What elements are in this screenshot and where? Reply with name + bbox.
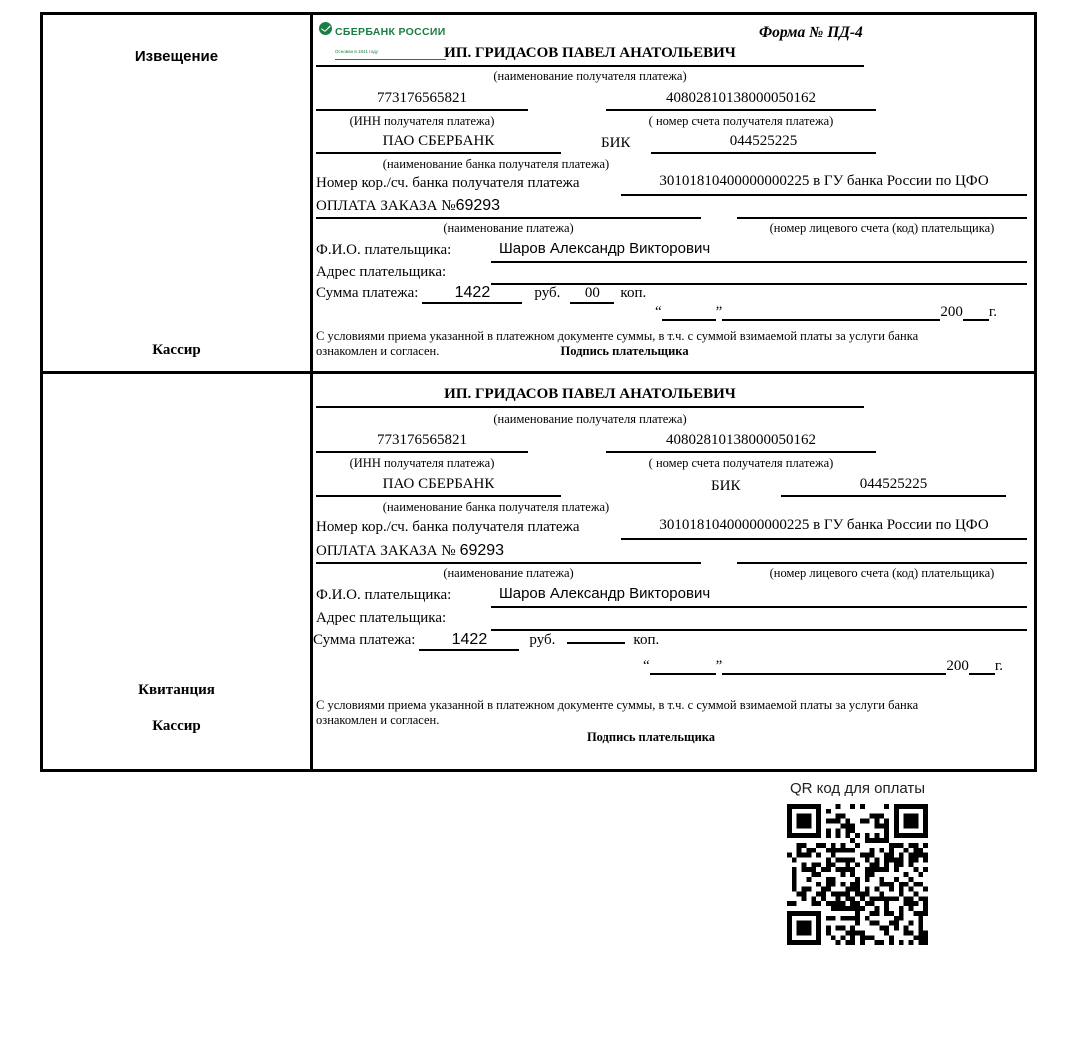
payment-name-field [316,542,701,564]
sum-row [313,631,659,653]
agreement-line2: ознакомлен и согласен. [316,713,440,727]
date-month-blank [722,305,940,321]
caption-recipient: (наименование получателя платежа) [493,412,687,426]
agreement-text [316,329,968,359]
agreement-line1: С условиями приема указанной в платежном документе суммы, в т.ч. с суммой взимаемой платы за услуги банка [316,698,919,712]
sberbank-tagline: Основан в 1841 году [335,49,379,54]
sberbank-brand: СБЕРБАНК РОССИИ [335,26,446,38]
caption-personal-account: (номер лицевого счета (код) плательщика) [769,221,995,235]
caption-inn: (ИНН получателя платежа) [349,456,495,470]
payee-name: ИП. ГРИДАСОВ ПАВЕЛ АНАТОЛЬЕВИЧ [316,386,864,408]
form-number-label: Форма № ПД-4 [759,24,863,41]
date-day-blank [650,659,716,675]
caption-payment: (наименование платежа) [443,221,574,235]
account-value: 40802810138000050162 [606,432,876,453]
kop-label: коп. [633,632,660,648]
caption-bank: (наименование банка получателя платежа) [382,157,610,171]
date-day-blank [662,305,716,321]
bik-label: БИК [711,478,741,494]
year-suffix: г. [994,658,1004,674]
cashier-label: Кассир [152,718,201,734]
payer-address-value [491,262,1027,285]
kop-label: коп. [620,285,647,301]
caption-payment: (наименование платежа) [443,566,574,580]
notice-side-column [43,15,313,371]
qr-title: QR код для оплаты [789,780,925,797]
payer-address-value [491,608,1027,631]
date-year-blank [963,305,989,321]
amount-kop-value: 00 [570,285,614,304]
date-row [655,304,997,321]
receipt-side-column [43,374,313,769]
agreement-line1: С условиями приема указанной в платежном документе суммы, в т.ч. с суммой взимаемой платы за услуги банка [316,329,919,343]
sum-label: Сумма платежа: [316,285,419,301]
notice-content [313,15,1034,371]
payer-name-value: Шаров Александр Викторович [491,585,1027,608]
sberbank-emblem-icon [319,22,332,35]
receipt-label: Квитанция [138,682,215,698]
corr-account-value: 30101810400000000225 в ГУ банка России по ЦФО [621,517,1027,540]
pd4-form [40,12,1037,772]
notice-section [43,15,1034,371]
payer-name-label: Ф.И.О. плательщика: [316,587,452,603]
payee-name: ИП. ГРИДАСОВ ПАВЕЛ АНАТОЛЬЕВИЧ [316,45,864,67]
open-quote: “ [655,304,662,320]
payer-name-label: Ф.И.О. плательщика: [316,242,452,258]
open-quote: “ [643,658,650,674]
personal-account-field [737,197,1027,219]
caption-bank: (наименование банка получателя платежа) [382,500,610,514]
signature-label: Подпись плательщика [560,344,689,358]
caption-personal-account: (номер лицевого счета (код) плательщика) [769,566,995,580]
bik-value: 044525225 [651,133,876,154]
year-century: 200 [940,304,963,320]
year-century: 200 [946,658,969,674]
caption-account: ( номер счета получателя платежа) [648,456,834,470]
order-number-value: 69293 [455,197,501,214]
date-year-blank [969,659,995,675]
caption-account: ( номер счета получателя платежа) [648,114,834,128]
rub-label: руб. [534,285,561,301]
amount-rub-value: 1422 [419,631,519,651]
notice-label: Извещение [134,48,219,65]
signature-label: Подпись плательщика [586,730,716,744]
personal-account-field [737,542,1027,564]
year-suffix: г. [988,304,998,320]
amount-rub-value: 1422 [422,284,522,304]
caption-recipient: (наименование получателя платежа) [493,69,687,83]
inn-value: 773176565821 [316,90,528,111]
close-quote: ” [715,658,723,674]
corr-account-label: Номер кор./сч. банка получателя платежа [316,175,580,191]
cashier-label: Кассир [152,342,201,358]
close-quote: ” [715,304,723,320]
payer-address-label: Адрес плательщика: [316,264,447,280]
rub-label: руб. [529,632,556,648]
receipt-section [43,371,1034,769]
payment-name-value: ОПЛАТА ЗАКАЗА № [316,198,456,214]
corr-account-label: Номер кор./сч. банка получателя платежа [316,519,580,535]
corr-account-value: 30101810400000000225 в ГУ банка России по ЦФО [621,173,1027,196]
inn-value: 773176565821 [316,432,528,453]
bank-name-value: ПАО СБЕРБАНК [316,476,561,497]
receipt-content [313,374,1034,769]
order-number-value: 69293 [459,542,505,559]
bank-name-value: ПАО СБЕРБАНК [316,133,561,154]
account-value: 40802810138000050162 [606,90,876,111]
bik-label: БИК [601,135,631,151]
payment-name-field [316,197,701,219]
qr-block [780,780,935,945]
payment-name-value: ОПЛАТА ЗАКАЗА № [316,543,456,559]
payer-name-value: Шаров Александр Викторович [491,240,1027,263]
payer-address-label: Адрес плательщика: [316,610,447,626]
agreement-text [316,698,968,728]
sum-label: Сумма платежа: [313,632,416,648]
agreement-line2: ознакомлен и согласен. [316,344,440,358]
date-row [643,658,1003,675]
bik-value: 044525225 [781,476,1006,497]
sum-row [316,284,646,306]
caption-inn: (ИНН получателя платежа) [349,114,495,128]
qr-code [787,804,928,945]
amount-kop-value [567,642,625,644]
date-month-blank [722,659,946,675]
